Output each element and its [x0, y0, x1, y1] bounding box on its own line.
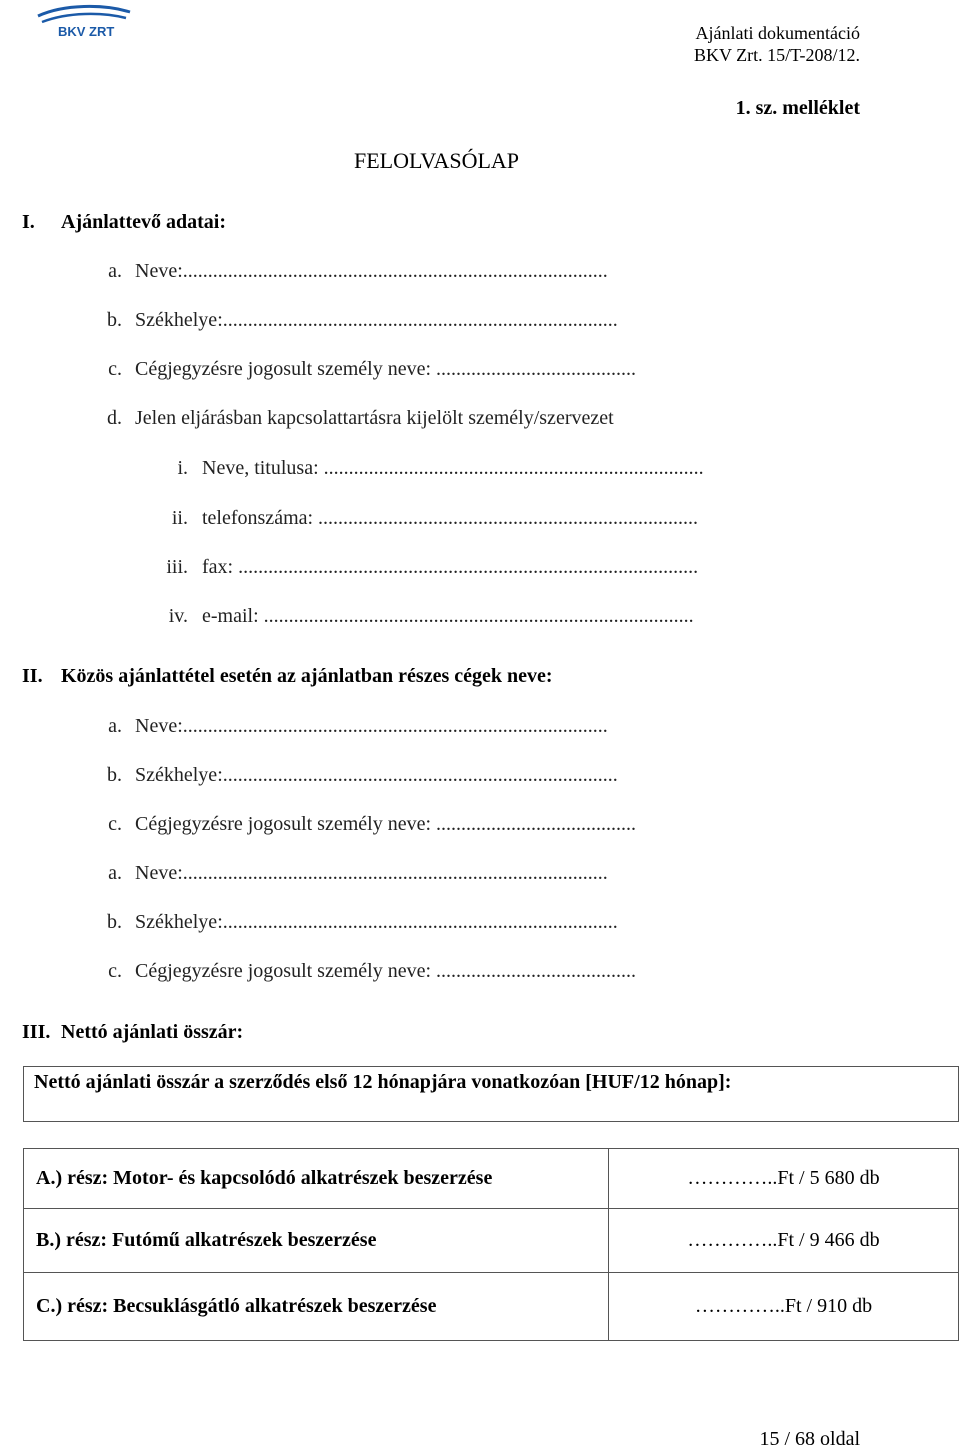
section3-title: Nettó ajánlati összár: — [61, 1021, 244, 1043]
doc-number: BKV Zrt. 15/T-208/12. — [693, 45, 860, 65]
section3-number: III. — [22, 1021, 51, 1043]
section1-number: I. — [22, 211, 35, 233]
svg-text:BKV ZRT: BKV ZRT — [58, 24, 115, 39]
section1-title: Ajánlattevő adatai: — [61, 211, 226, 233]
bkv-logo — [34, 2, 132, 40]
table-row — [24, 1209, 959, 1273]
doc-title: Ajánlati dokumentáció — [695, 23, 860, 43]
section2-number: II. — [22, 665, 43, 687]
part-cell: A.) rész: Motor- és kapcsolódó alkatrészek beszerzése — [24, 1149, 609, 1209]
annex-label: 1. sz. melléklet — [735, 97, 860, 119]
price-cell: …………..Ft / 5 680 db — [609, 1149, 959, 1209]
price-summary-box — [23, 1066, 959, 1122]
table-row — [24, 1273, 959, 1341]
section2-title: Közös ajánlattétel esetén az ajánlatban részes cégek neve: — [61, 665, 553, 687]
price-table — [23, 1148, 959, 1341]
price-cell: …………..Ft / 910 db — [609, 1273, 959, 1341]
part-cell: C.) rész: Becsuklásgátló alkatrészek beszerzése — [24, 1273, 609, 1341]
price-summary-label: Nettó ajánlati összár a szerződés első 12 hónapjára vonatkozóan [HUF/12 hónap]: — [34, 1071, 732, 1093]
page-title: FELOLVASÓLAP — [354, 148, 520, 173]
table-row — [24, 1149, 959, 1209]
page-number: 15 / 68 oldal — [759, 1428, 860, 1450]
part-cell: B.) rész: Futómű alkatrészek beszerzése — [24, 1209, 609, 1273]
price-cell: …………..Ft / 9 466 db — [609, 1209, 959, 1273]
